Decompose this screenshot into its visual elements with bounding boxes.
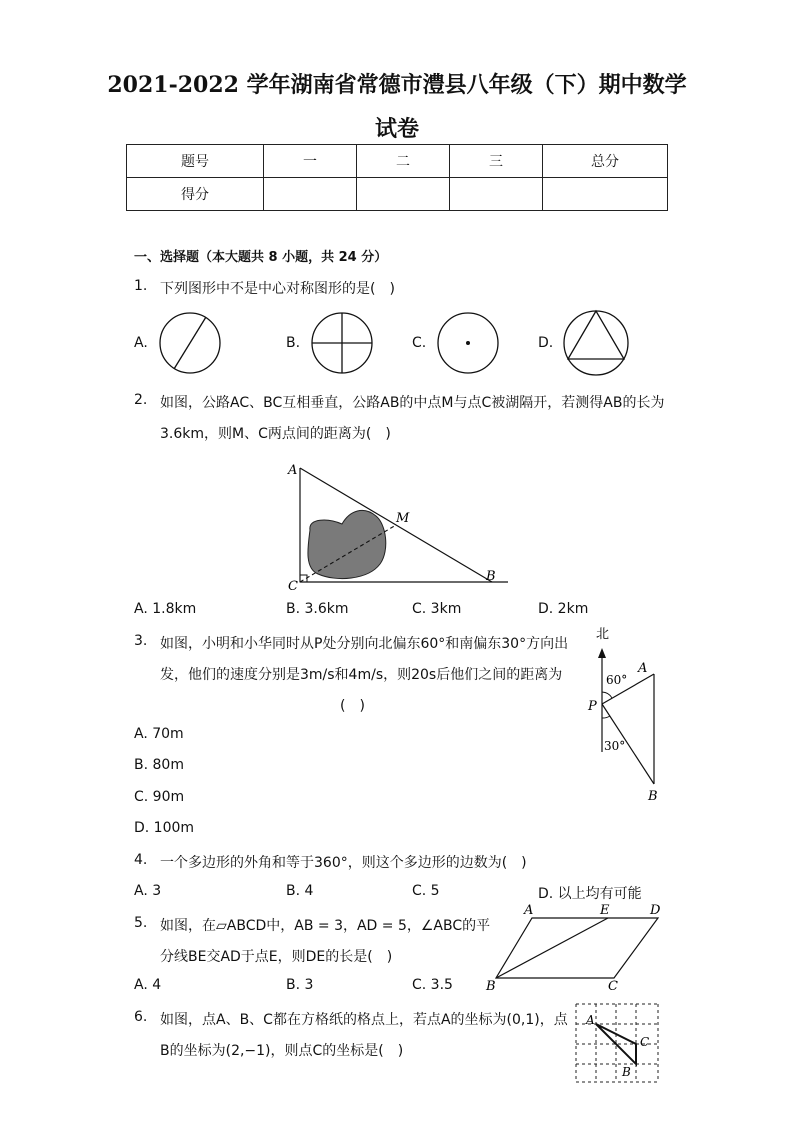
question-text: 如图，在▱ABCD中，AB = 3，AD = 5，∠ABC的平 — [160, 918, 491, 934]
point-label-d: D — [650, 903, 661, 918]
score-table — [126, 144, 668, 211]
table-cell: 二 — [357, 145, 450, 178]
angle-label-60: 60° — [606, 673, 628, 687]
table-row — [127, 178, 668, 211]
option-b: B. 3 — [286, 977, 314, 993]
question-text: 下列图形中不是中心对称图形的是( ) — [160, 281, 395, 297]
point-label-a: A — [586, 1013, 595, 1027]
point-label-b: B — [648, 789, 658, 804]
option-label: B. — [286, 335, 301, 351]
circle-cross-figure — [310, 311, 374, 375]
option-d: D. 以上均有可能 — [538, 886, 642, 902]
table-row — [127, 145, 668, 178]
grid-figure — [574, 1002, 660, 1084]
question-text: B的坐标为(2,−1)，则点C的坐标是( ) — [160, 1043, 404, 1059]
option-label: D. — [538, 335, 554, 351]
point-label-c: C — [608, 979, 618, 994]
option-c: C. 3.5 — [412, 977, 453, 993]
lake-triangle-figure — [280, 458, 520, 592]
option-a: A. 3 — [134, 883, 162, 899]
circle-triangle-figure — [562, 309, 630, 377]
question-text: 发，他们的速度分别是3m/s和4m/s，则20s后他们之间的距离为 — [160, 667, 563, 683]
question-number: 6. — [134, 1009, 148, 1025]
table-cell: 一 — [264, 145, 357, 178]
north-label: 北 — [596, 627, 610, 642]
question-number: 2. — [134, 392, 148, 408]
point-label-c: C — [640, 1035, 650, 1049]
point-label-a: A — [524, 903, 534, 918]
table-cell — [543, 178, 668, 211]
option-c: C. 3km — [412, 601, 462, 617]
option-a: A. 4 — [134, 977, 162, 993]
question-text: 3.6km，则M、C两点间的距离为( ) — [160, 426, 391, 442]
question-number: 1. — [134, 278, 148, 294]
section-heading: 一、选择题（本大题共 8 小题，共 24 分） — [134, 250, 388, 265]
point-label-b: B — [622, 1065, 631, 1079]
question-text: 一个多边形的外角和等于360°，则这个多边形的边数为( ) — [160, 855, 527, 871]
option-b: B. 4 — [286, 883, 314, 899]
option-c: C. 90m — [134, 789, 185, 805]
option-b: B. 80m — [134, 757, 184, 773]
question-number: 4. — [134, 852, 148, 868]
question-number: 3. — [134, 633, 148, 649]
point-label-e: E — [600, 903, 610, 918]
point-label-m: M — [396, 511, 410, 526]
table-cell — [264, 178, 357, 211]
angle-label-30: 30° — [604, 739, 626, 753]
table-cell: 得分 — [127, 178, 264, 211]
option-a: A. 1.8km — [134, 601, 197, 617]
question-text: 如图，小明和小华同时从P处分别向北偏东60°和南偏东30°方向出 — [160, 636, 569, 652]
question-number: 5. — [134, 915, 148, 931]
page-title-line2: 试卷 — [374, 116, 419, 142]
circle-center-dot-figure — [436, 311, 500, 375]
table-cell: 题号 — [127, 145, 264, 178]
point-label-p: P — [588, 699, 597, 714]
point-label-a: A — [288, 463, 298, 478]
option-d: D. 2km — [538, 601, 589, 617]
parallelogram-figure — [484, 902, 674, 994]
option-b: B. 3.6km — [286, 601, 349, 617]
option-c: C. 5 — [412, 883, 440, 899]
table-cell — [450, 178, 543, 211]
option-d: D. 100m — [134, 820, 195, 836]
question-text: 分线BE交AD于点E，则DE的长是( ) — [160, 949, 393, 965]
table-cell: 总分 — [543, 145, 668, 178]
option-a: A. 70m — [134, 726, 184, 742]
direction-figure — [582, 622, 672, 806]
question-text: 如图，公路AC、BC互相垂直，公路AB的中点M与点C被湖隔开，若测得AB的长为 — [160, 395, 665, 411]
circle-diameter-figure — [158, 311, 222, 375]
table-cell — [357, 178, 450, 211]
page-title: 2021-2022 学年湖南省常德市澧县八年级（下）期中数学 — [107, 72, 687, 98]
question-text: ( ) — [340, 698, 365, 714]
table-cell: 三 — [450, 145, 543, 178]
point-label-b: B — [486, 979, 496, 994]
option-label: C. — [412, 335, 427, 351]
option-label: A. — [134, 335, 148, 351]
point-label-b: B — [486, 569, 496, 584]
question-text: 如图，点A、B、C都在方格纸的格点上，若点A的坐标为(0,1)，点 — [160, 1012, 568, 1028]
point-label-c: C — [288, 579, 298, 592]
point-label-a: A — [638, 661, 648, 676]
